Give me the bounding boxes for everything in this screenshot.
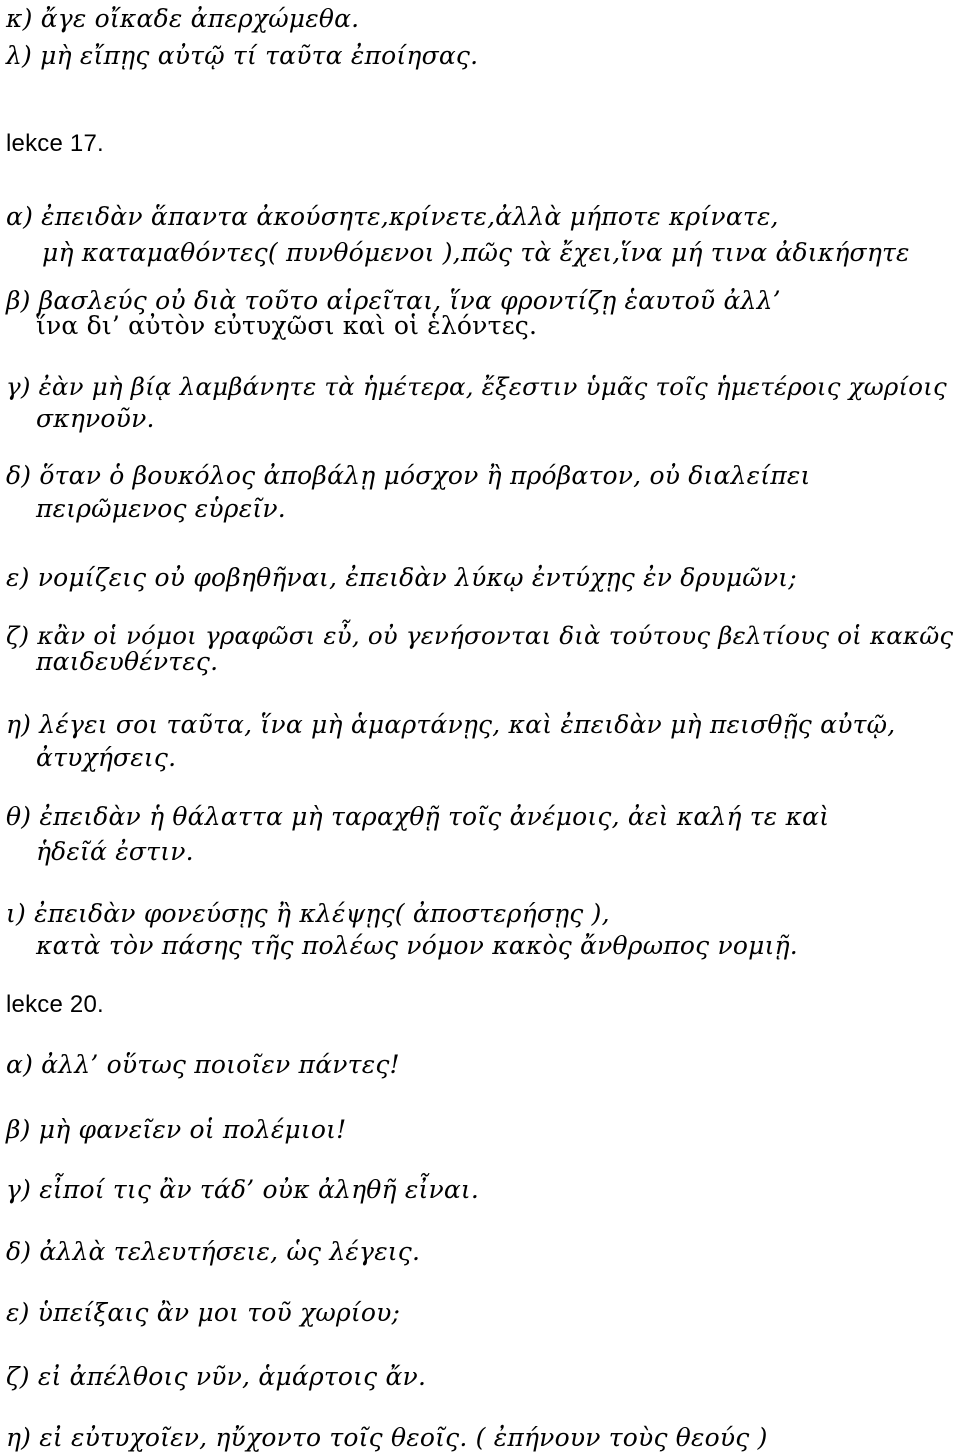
section-heading-lekce-20: lekce 20.: [6, 991, 104, 1018]
sentence-h-line2: ἀτυχήσεις.: [36, 743, 177, 772]
sentence-z-line2: παιδευθέντες.: [36, 647, 219, 676]
sentence-20-z: ζ) εἰ ἀπέλθοις νῦν, ἁμάρτοις ἄν.: [6, 1362, 427, 1391]
sentence-l-lesson-prev: λ) μὴ εἴπῃς αὐτῷ τί ταῦτα ἐποίησας.: [6, 41, 479, 70]
sentence-20-e: ε) ὑπείξαις ἂν μοι τοῦ χωρίου;: [6, 1298, 401, 1327]
sentence-z-line1: ζ) κἂν οἱ νόμοι γραφῶσι εὖ, οὐ γενήσονται διὰ τούτους βελτίους οἱ κακῶς: [6, 621, 954, 650]
sentence-e: ε) νομίζεις οὐ φοβηθῆναι, ἐπειδὰν λύκῳ ἐντύχῃς ἐν δρυμῶνι;: [6, 563, 797, 592]
sentence-20-g: γ) εἶποί τις ἂν τάδ’ οὐκ ἀληθῆ εἶναι.: [6, 1175, 480, 1204]
sentence-th-line1: θ) ἐπειδὰν ἡ θάλαττα μὴ ταραχθῇ τοῖς ἀνέμοις, ἀεὶ καλή τε καὶ: [6, 802, 830, 831]
sentence-b-line1: β) βασλεύς οὐ διὰ τοῦτο αἱρεῖται, ἵνα φροντίζῃ ἑαυτοῦ ἀλλ’: [6, 286, 781, 315]
sentence-20-d: δ) ἀλλὰ τελευτήσειε, ὡς λέγεις.: [6, 1237, 421, 1266]
sentence-i-line2: κατὰ τὸν πάσης τῆς πολέως νόμον κακὸς ἄνθρωπος νομιῇ.: [36, 931, 798, 960]
sentence-th-line2: ἡδεῖά ἐστιν.: [36, 837, 194, 866]
sentence-i-line1: ι) ἐπειδὰν φονεύσῃς ἢ κλέψῃς( ἀποστερήσῃς ),: [6, 899, 610, 928]
sentence-20-h: η) εἰ εὐτυχοῖεν, ηὔχοντο τοῖς θεοῖς. ( ἐπήνουν τοὺς θεούς ): [6, 1423, 768, 1452]
sentence-k-lesson-prev: κ) ἄγε οἴκαδε ἀπερχώμεθα.: [6, 4, 360, 33]
section-heading-lekce-17: lekce 17.: [6, 130, 104, 157]
sentence-d-line1: δ) ὅταν ὁ βουκόλος ἀποβάλῃ μόσχον ἢ πρόβατον, οὐ διαλείπει: [6, 461, 811, 490]
sentence-a-line1: α) ἐπειδὰν ἅπαντα ἀκούσητε,κρίνετε,ἀλλὰ μήποτε κρίνατε,: [6, 202, 779, 231]
sentence-20-b: β) μὴ φανεῖεν οἱ πολέμιοι!: [6, 1115, 347, 1144]
sentence-g-line2: σκηνοῦν.: [36, 404, 155, 433]
sentence-20-a: α) ἀλλ’ οὕτως ποιοῖεν πάντες!: [6, 1050, 400, 1079]
sentence-g-line1: γ) ἐὰν μὴ βίᾳ λαμβάνητε τὰ ἡμέτερα, ἔξεστιν ὑμᾶς τοῖς ἡμετέροις χωρίοις: [6, 372, 947, 401]
sentence-d-line2: πειρῶμενος εὑρεῖν.: [36, 494, 286, 523]
sentence-a-line2: μὴ καταμαθόντες( πυνθόμενοι ),πῶς τὰ ἔχει,ἵνα μή τινα ἀδικήσητε: [42, 238, 910, 267]
sentence-b-line2: ἵνα δι’ αὐτὸν εὐτυχῶσι καὶ οἱ ἑλόντες.: [36, 311, 538, 340]
sentence-h-line1: η) λέγει σοι ταῦτα, ἵνα μὴ ἁμαρτάνῃς, καὶ ἐπειδὰν μὴ πεισθῇς αὐτῷ,: [6, 710, 896, 739]
